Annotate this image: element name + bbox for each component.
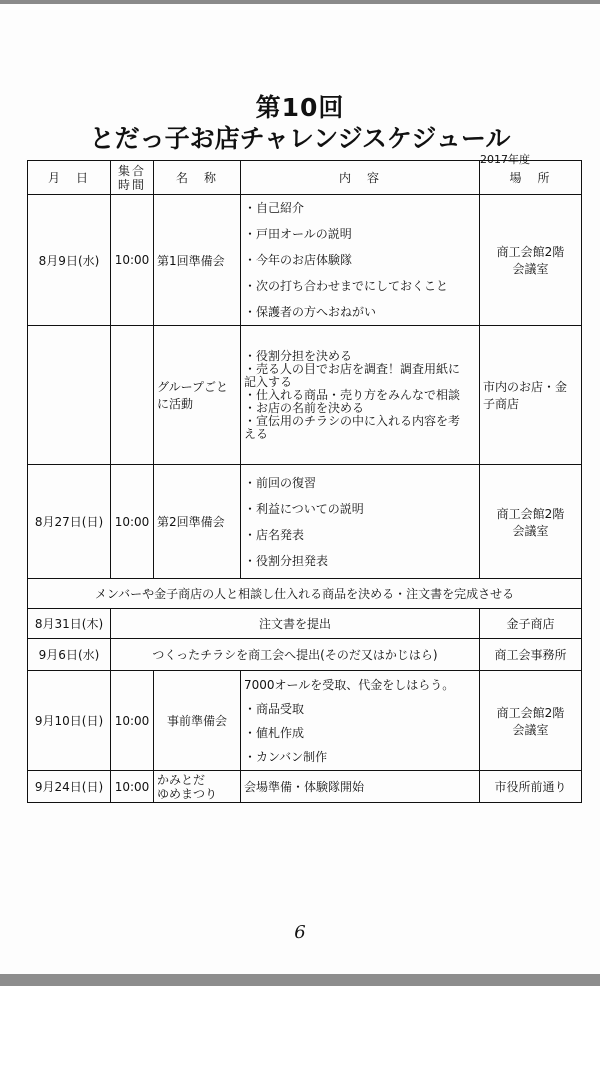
table-row <box>28 671 582 771</box>
place-line1: 市内のお店・金 <box>483 380 568 394</box>
viewer-bottom-bar <box>0 974 600 986</box>
title-edition: 第10回 <box>255 93 345 122</box>
row-time: 10:00 <box>111 465 154 579</box>
content-item: ・前回の復習 <box>244 475 317 490</box>
row-date: 8月31日(木) <box>28 609 111 639</box>
content-item: ・カンバン制作 <box>244 749 328 764</box>
row-name: 事前準備会 <box>154 671 241 771</box>
header-name: 名 称 <box>154 161 241 195</box>
table-row <box>28 639 582 671</box>
row-place: 商工会事務所 <box>480 639 582 671</box>
fiscal-year: 2017年度 <box>480 153 530 166</box>
content-item: 7000オールを受取、代金をしはらう。 <box>244 677 455 692</box>
content-item: ・仕入れる商品・売り方をみんなで相談 <box>244 387 461 402</box>
row-date: 9月6日(水) <box>28 639 111 671</box>
row-name <box>154 326 241 465</box>
row-time: 10:00 <box>111 671 154 771</box>
row-date: 9月10日(日) <box>28 671 111 771</box>
content-item: 記入する <box>244 374 293 389</box>
table-row <box>28 465 582 579</box>
table-row <box>28 326 582 465</box>
content-item: ・商品受取 <box>244 701 305 716</box>
table-row <box>28 579 582 609</box>
row-content: つくったチラシを商工会へ提出(そのだ又はかじはら) <box>111 639 480 671</box>
table-row <box>28 609 582 639</box>
row-place <box>480 465 582 579</box>
header-date: 月 日 <box>28 161 111 195</box>
name-line2: ゆめまつり <box>157 786 218 801</box>
content-item: ・今年のお店体験隊 <box>244 253 353 267</box>
place-line1: 商工会館2階 <box>496 245 565 259</box>
content-item: ・自己紹介 <box>244 201 305 215</box>
content-item: ・戸田オールの説明 <box>244 227 352 241</box>
row-place <box>480 195 582 326</box>
row-date: 9月24日(日) <box>28 771 111 803</box>
header-time-line1: 集合 <box>117 163 146 178</box>
row-content <box>241 671 480 771</box>
content-item: ・保護者の方へおねがい <box>244 305 377 319</box>
row-content: 注文書を提出 <box>111 609 480 639</box>
header-time-line2: 時間 <box>117 177 146 192</box>
row-time <box>111 326 154 465</box>
place-line2: 会議室 <box>512 722 549 737</box>
row-content <box>241 465 480 579</box>
name-line1: かみとだ <box>157 772 206 787</box>
table-header-row <box>28 161 582 195</box>
content-item: ・お店の名前を決める <box>244 400 365 415</box>
row-name <box>154 771 241 803</box>
title-main: とだっ子お店チャレンジスケジュール <box>89 124 511 153</box>
row-name: 第2回準備会 <box>154 465 241 579</box>
name-line1: グループごと <box>157 380 229 394</box>
row-date <box>28 326 111 465</box>
content-item: ・次の打ち合わせまでにしておくこと <box>244 279 449 293</box>
content-item: ・利益についての説明 <box>244 501 364 516</box>
table-row <box>28 195 582 326</box>
content-item: ・値札作成 <box>244 725 305 740</box>
viewer-blank-area <box>0 986 600 1065</box>
content-item: ・役割分担を決める <box>244 348 353 363</box>
place-line2: 会議室 <box>512 262 549 276</box>
row-content: 会場準備・体験隊開始 <box>241 771 480 803</box>
row-time: 10:00 <box>111 771 154 803</box>
place-line1: 商工会館2階 <box>496 705 565 720</box>
schedule-table <box>27 160 582 803</box>
place-line2: 子商店 <box>483 397 520 411</box>
content-item: ・店名発表 <box>244 527 305 542</box>
row-date: 8月9日(水) <box>28 195 111 326</box>
header-content: 内 容 <box>241 161 480 195</box>
row-full-note: メンバーや金子商店の人と相談し仕入れる商品を決める・注文書を完成させる <box>28 579 582 609</box>
place-line1: 商工会館2階 <box>496 506 565 521</box>
content-item: ・役割分担発表 <box>244 553 329 568</box>
row-content <box>241 195 480 326</box>
content-item: ・売る人の目でお店を調査！調査用紙に <box>244 361 461 376</box>
header-place: 場 所 <box>480 161 582 195</box>
row-date: 8月27日(日) <box>28 465 111 579</box>
place-line2: 会議室 <box>512 523 549 538</box>
row-place: 市役所前通り <box>480 771 582 803</box>
page-number: 6 <box>294 922 306 943</box>
row-place: 金子商店 <box>480 609 582 639</box>
header-time <box>111 161 154 195</box>
row-name: 第1回準備会 <box>154 195 241 326</box>
content-item: える <box>244 426 269 441</box>
table-row <box>28 771 582 803</box>
name-line2: に活動 <box>157 397 194 411</box>
row-place <box>480 326 582 465</box>
row-time: 10:00 <box>111 195 154 326</box>
content-item: ・宣伝用のチラシの中に入れる内容を考 <box>244 413 461 428</box>
row-place <box>480 671 582 771</box>
row-content <box>241 326 480 465</box>
